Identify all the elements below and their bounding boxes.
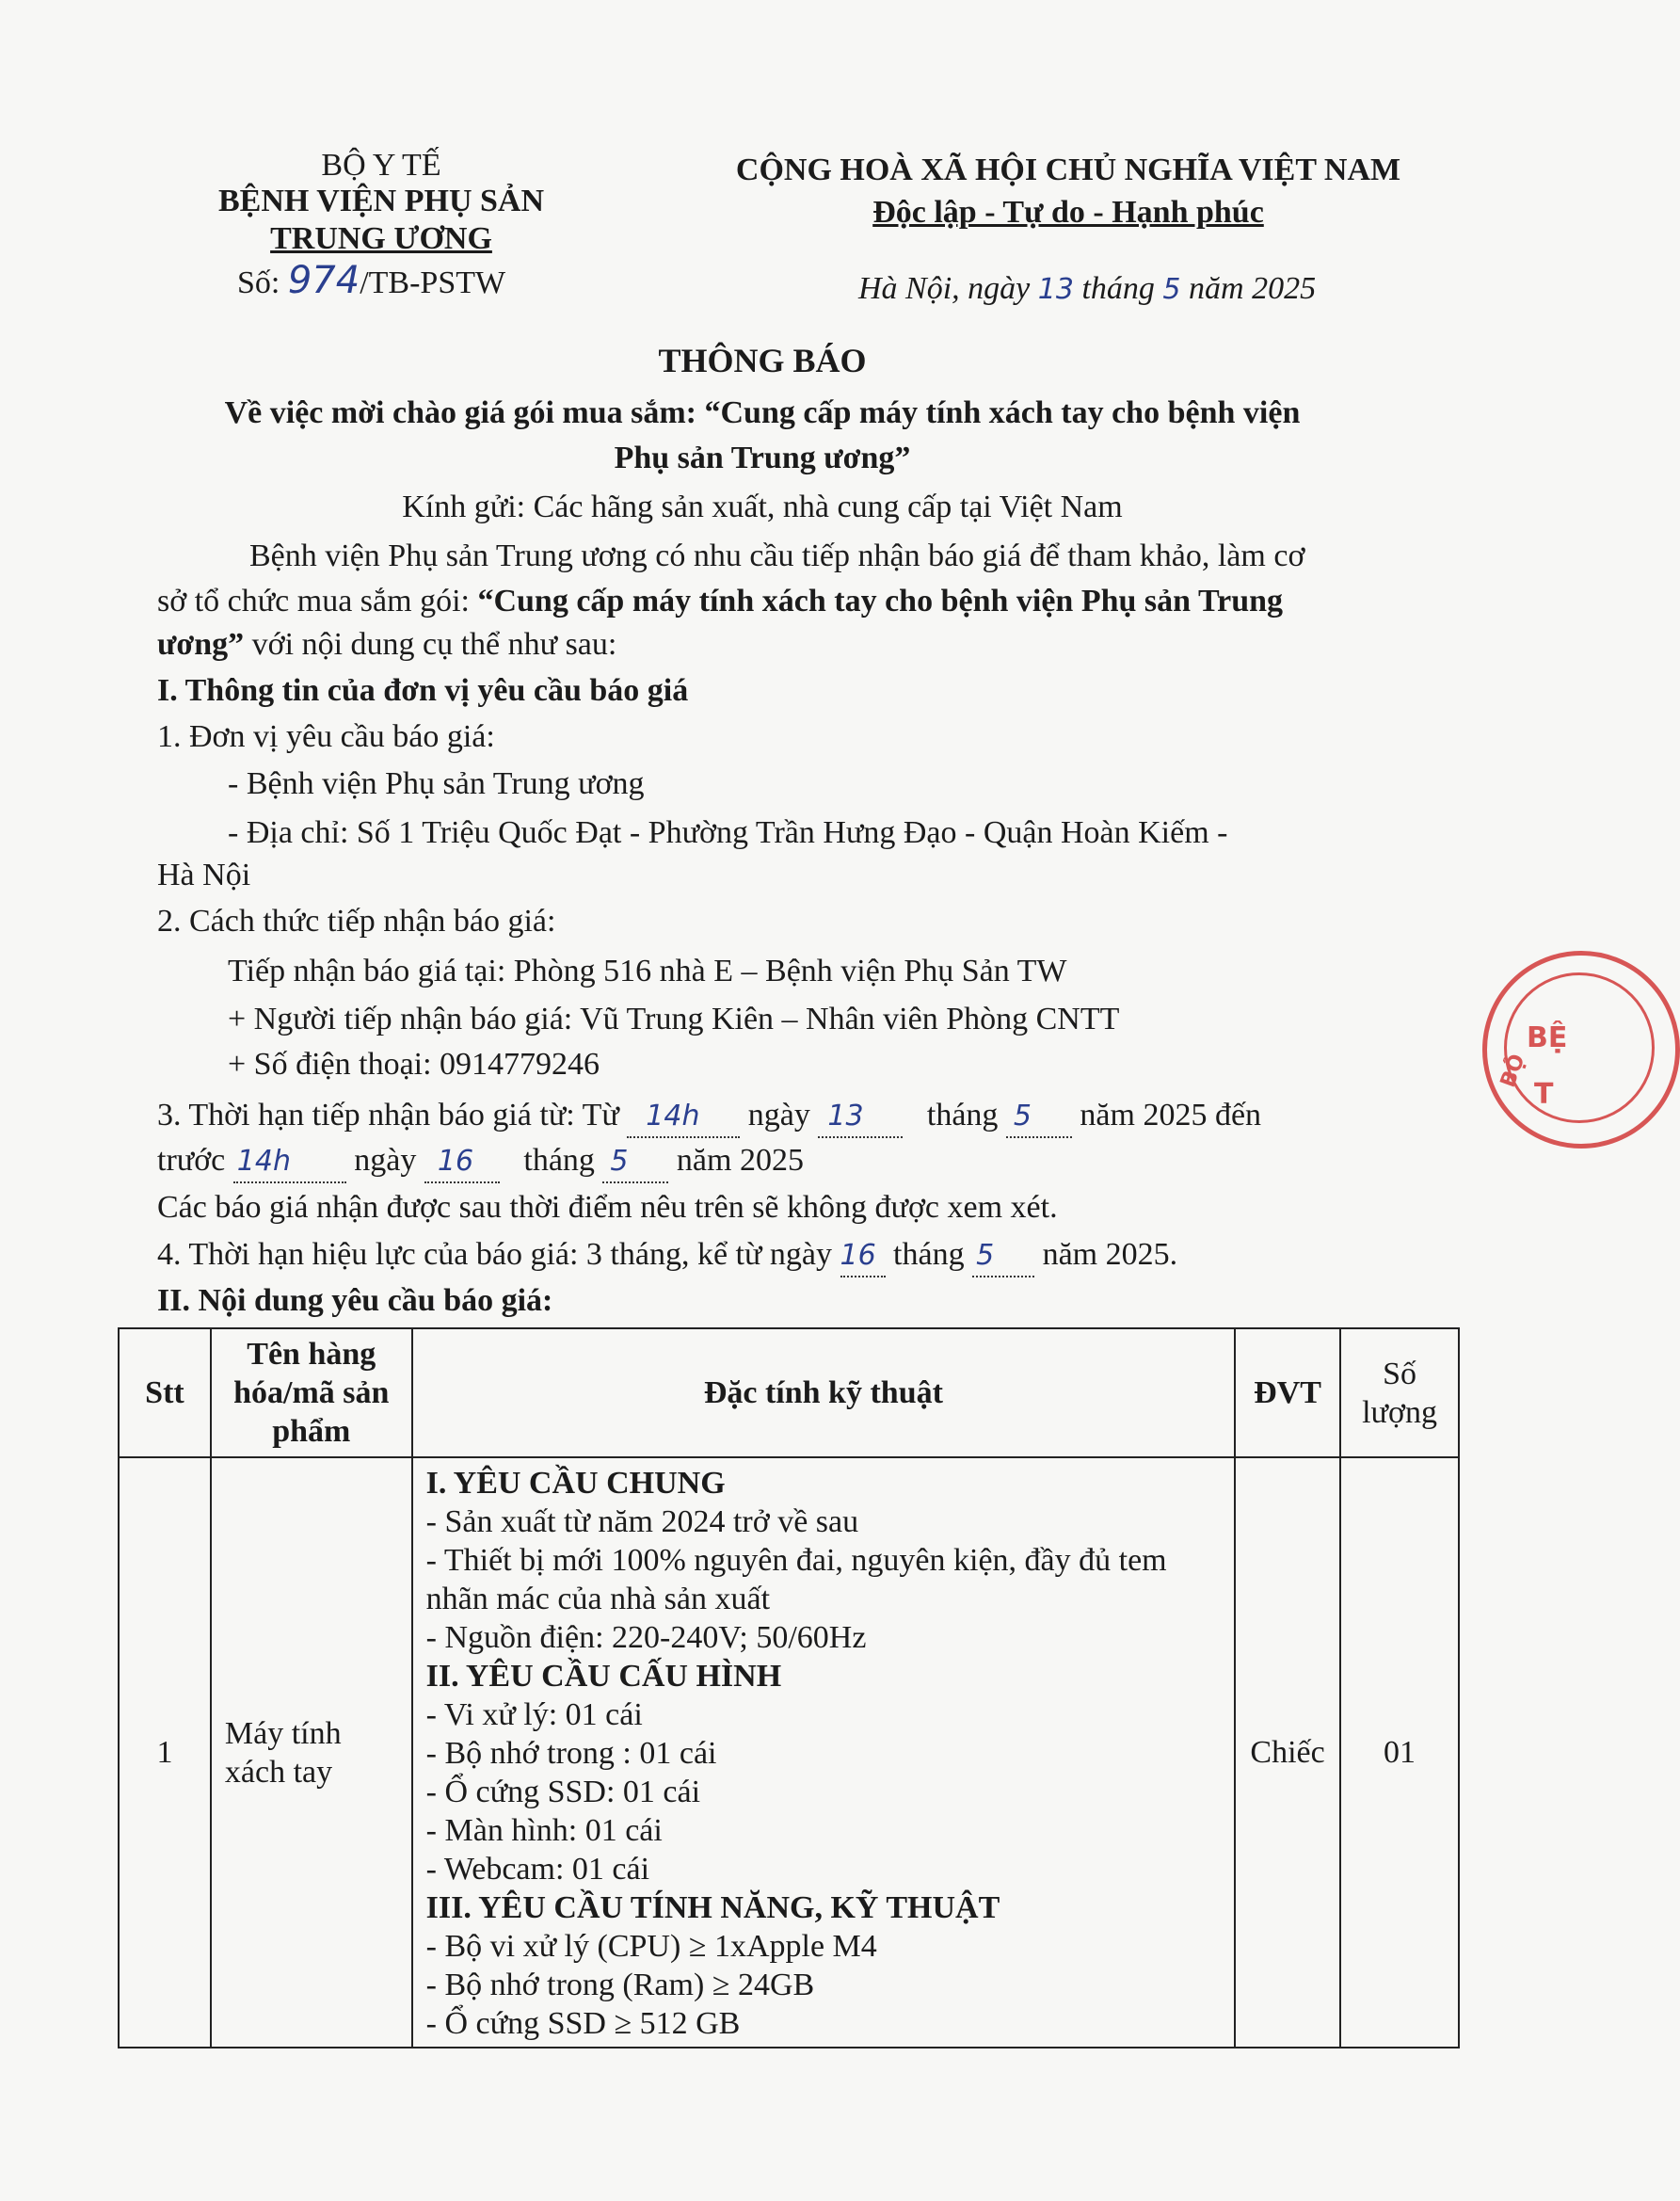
item4-text1: 4. Thời hạn hiệu lực của báo giá: 3 tháng, kể từ ngày xyxy=(157,1237,833,1272)
row-name-line2: xách tay xyxy=(224,1754,333,1790)
item4-month: 5 xyxy=(976,1239,995,1272)
official-stamp: BỆ BỘ T xyxy=(1482,951,1680,1149)
section1-item2-a: Tiếp nhận báo giá tại: Phòng 516 nhà E – Bệnh viện Phụ Sản TW xyxy=(228,954,1067,988)
header-spec: Đặc tính kỹ thuật xyxy=(412,1328,1235,1457)
spec-item: - Ổ cứng SSD: 01 cái xyxy=(425,1775,701,1809)
section1-item1-b-line2: Hà Nội xyxy=(157,858,251,892)
section1-item4 xyxy=(157,1235,1177,1277)
section1-item2-b: + Người tiếp nhận báo giá: Vũ Trung Kiên – Nhân viên Phòng CNTT xyxy=(228,1002,1120,1036)
item4-day-field xyxy=(840,1235,886,1277)
row-name-line1: Máy tính xyxy=(224,1715,342,1751)
item3-text7: tháng xyxy=(523,1143,595,1178)
section1-note: Các báo giá nhận được sau thời điểm nêu trên sẽ không được xem xét. xyxy=(157,1190,1058,1225)
header-unit: ĐVT xyxy=(1235,1328,1340,1457)
number-prefix: Số: xyxy=(237,265,280,300)
subject-line1: Về việc mời chào giá gói mua sắm: “Cung cấp máy tính xách tay cho bệnh viện xyxy=(224,395,1301,430)
item3-day-to: 16 xyxy=(437,1145,474,1178)
motto xyxy=(621,193,1515,233)
header-name-line3: phẩm xyxy=(272,1414,351,1449)
document-title: THÔNG BÁO xyxy=(658,342,867,379)
item3-text1: 3. Thời hạn tiếp nhận báo giá từ: Từ xyxy=(157,1098,619,1133)
item4-text2: tháng xyxy=(893,1237,965,1272)
header-qty-line1: Số xyxy=(1383,1356,1416,1391)
section2-heading: II. Nội dung yêu cầu báo giá: xyxy=(157,1283,553,1318)
issue-date xyxy=(858,269,1316,310)
intro-line1: Bệnh viện Phụ sản Trung ương có nhu cầu tiếp nhận báo giá để tham khảo, làm cơ xyxy=(249,538,1305,573)
spec-item: - Bộ vi xử lý (CPU) ≥ 1xApple M4 xyxy=(425,1929,877,1964)
item3-hour-to-field xyxy=(233,1141,346,1183)
header-quantity xyxy=(1340,1328,1459,1457)
spec-item: - Thiết bị mới 100% nguyên đai, nguyên kiện, đầy đủ tem nhãn mác của nhà sản xuất xyxy=(425,1543,1167,1616)
spec-item: - Ổ cứng SSD ≥ 512 GB xyxy=(425,2006,741,2041)
intro-line2 xyxy=(157,582,1283,621)
row-spec xyxy=(412,1457,1235,2048)
spec-item: - Bộ nhớ trong (Ram) ≥ 24GB xyxy=(425,1968,815,2002)
spec-item: - Nguồn điện: 220-240V; 50/60Hz xyxy=(425,1620,867,1655)
date-part3: năm 2025 xyxy=(1189,271,1317,306)
item3-text8: năm 2025 xyxy=(676,1143,804,1178)
section1-item2-c: + Số điện thoại: 0914779246 xyxy=(228,1047,600,1082)
item3-hour-to: 14h xyxy=(236,1145,291,1178)
date-day: 13 xyxy=(1037,273,1074,306)
hospital-name-line1: BỆNH VIỆN PHỤ SẢN xyxy=(217,184,545,218)
section1-heading: I. Thông tin của đơn vị yêu cầu báo giá xyxy=(157,673,689,708)
header-qty-line2: lượng xyxy=(1362,1394,1437,1430)
spec-item: - Vi xử lý: 01 cái xyxy=(425,1697,643,1732)
section1-item3-line2 xyxy=(157,1141,804,1183)
item3-day-from: 13 xyxy=(827,1100,864,1133)
quotation-table xyxy=(118,1327,1460,2048)
date-part1: Hà Nội, ngày xyxy=(858,271,1031,306)
item3-text3: tháng xyxy=(926,1098,999,1133)
section1-item3-line1 xyxy=(157,1096,1261,1138)
number-suffix: /TB-PSTW xyxy=(360,265,506,300)
header-name-line1: Tên hàng xyxy=(247,1337,376,1372)
header-stt: Stt xyxy=(119,1328,211,1457)
section1-item1-a: - Bệnh viện Phụ sản Trung ương xyxy=(228,766,645,801)
item3-day-from-field xyxy=(818,1096,903,1138)
section1-item2: 2. Cách thức tiếp nhận báo giá: xyxy=(157,904,556,939)
header-product-name xyxy=(211,1328,412,1457)
section1-item1: 1. Đơn vị yêu cầu báo giá: xyxy=(157,719,495,754)
item3-month-to: 5 xyxy=(610,1145,629,1178)
item4-day: 16 xyxy=(840,1239,876,1272)
handwritten-number: 974 xyxy=(287,259,360,302)
section1-item1-b-line1: - Địa chỉ: Số 1 Triệu Quốc Đạt - Phường Trần Hưng Đạo - Quận Hoàn Kiếm - xyxy=(228,815,1228,850)
spec-item: - Bộ nhớ trong : 01 cái xyxy=(425,1736,717,1771)
table-row xyxy=(119,1457,1459,2048)
row-product-name xyxy=(211,1457,412,2048)
item3-hour-from: 14h xyxy=(646,1100,700,1133)
document-number xyxy=(237,261,505,303)
table-header-row xyxy=(119,1328,1459,1457)
item3-month-from-field xyxy=(1006,1096,1072,1138)
intro-line3-bold: ương” xyxy=(157,627,245,662)
row-stt: 1 xyxy=(119,1457,211,2048)
date-month: 5 xyxy=(1162,273,1181,306)
spec-item: - Sản xuất từ năm 2024 trở về sau xyxy=(425,1504,859,1539)
recipient: Kính gửi: Các hãng sản xuất, nhà cung cấp tại Việt Nam xyxy=(402,490,1123,524)
date-part2: tháng xyxy=(1081,271,1155,306)
intro-line3-plain: với nội dung cụ thể như sau: xyxy=(244,627,617,662)
row-unit: Chiếc xyxy=(1235,1457,1340,2048)
item3-month-from: 5 xyxy=(1013,1100,1032,1133)
spec-item: - Màn hình: 01 cái xyxy=(425,1813,663,1848)
item3-text5: trước xyxy=(157,1143,226,1178)
spec-item: - Webcam: 01 cái xyxy=(425,1852,650,1887)
ministry-name: BỘ Y TẾ xyxy=(321,148,441,183)
row-quantity: 01 xyxy=(1340,1457,1459,2048)
item4-text3: năm 2025. xyxy=(1042,1237,1178,1272)
item3-hour-from-field xyxy=(627,1096,740,1138)
hospital-name-line2: TRUNG ƯƠNG xyxy=(270,221,492,256)
republic-name: CỘNG HOÀ XÃ HỘI CHỦ NGHĨA VIỆT NAM xyxy=(735,153,1401,187)
subject-line2: Phụ sản Trung ương” xyxy=(614,441,911,475)
item4-month-field xyxy=(972,1235,1034,1277)
spec-group-technical: III. YÊU CẦU TÍNH NĂNG, KỸ THUẬT xyxy=(425,1890,1000,1925)
spec-group-configuration: II. YÊU CẦU CẤU HÌNH xyxy=(425,1659,782,1694)
item3-day-to-field xyxy=(424,1141,500,1183)
intro-line2-plain: sở tổ chức mua sắm gói: xyxy=(157,584,478,619)
motto-text: Độc lập - Tự do - Hạnh phúc xyxy=(872,195,1264,230)
item3-text2: ngày xyxy=(747,1098,810,1133)
header-name-line2: hóa/mã sản xyxy=(233,1375,390,1410)
item3-text4: năm 2025 đến xyxy=(1080,1098,1262,1133)
item3-text6: ngày xyxy=(354,1143,417,1178)
intro-line2-bold: “Cung cấp máy tính xách tay cho bệnh viện Phụ sản Trung xyxy=(477,584,1284,619)
item3-month-to-field xyxy=(602,1141,668,1183)
intro-line3 xyxy=(157,625,616,665)
spec-group-general: I. YÊU CẦU CHUNG xyxy=(425,1466,726,1501)
